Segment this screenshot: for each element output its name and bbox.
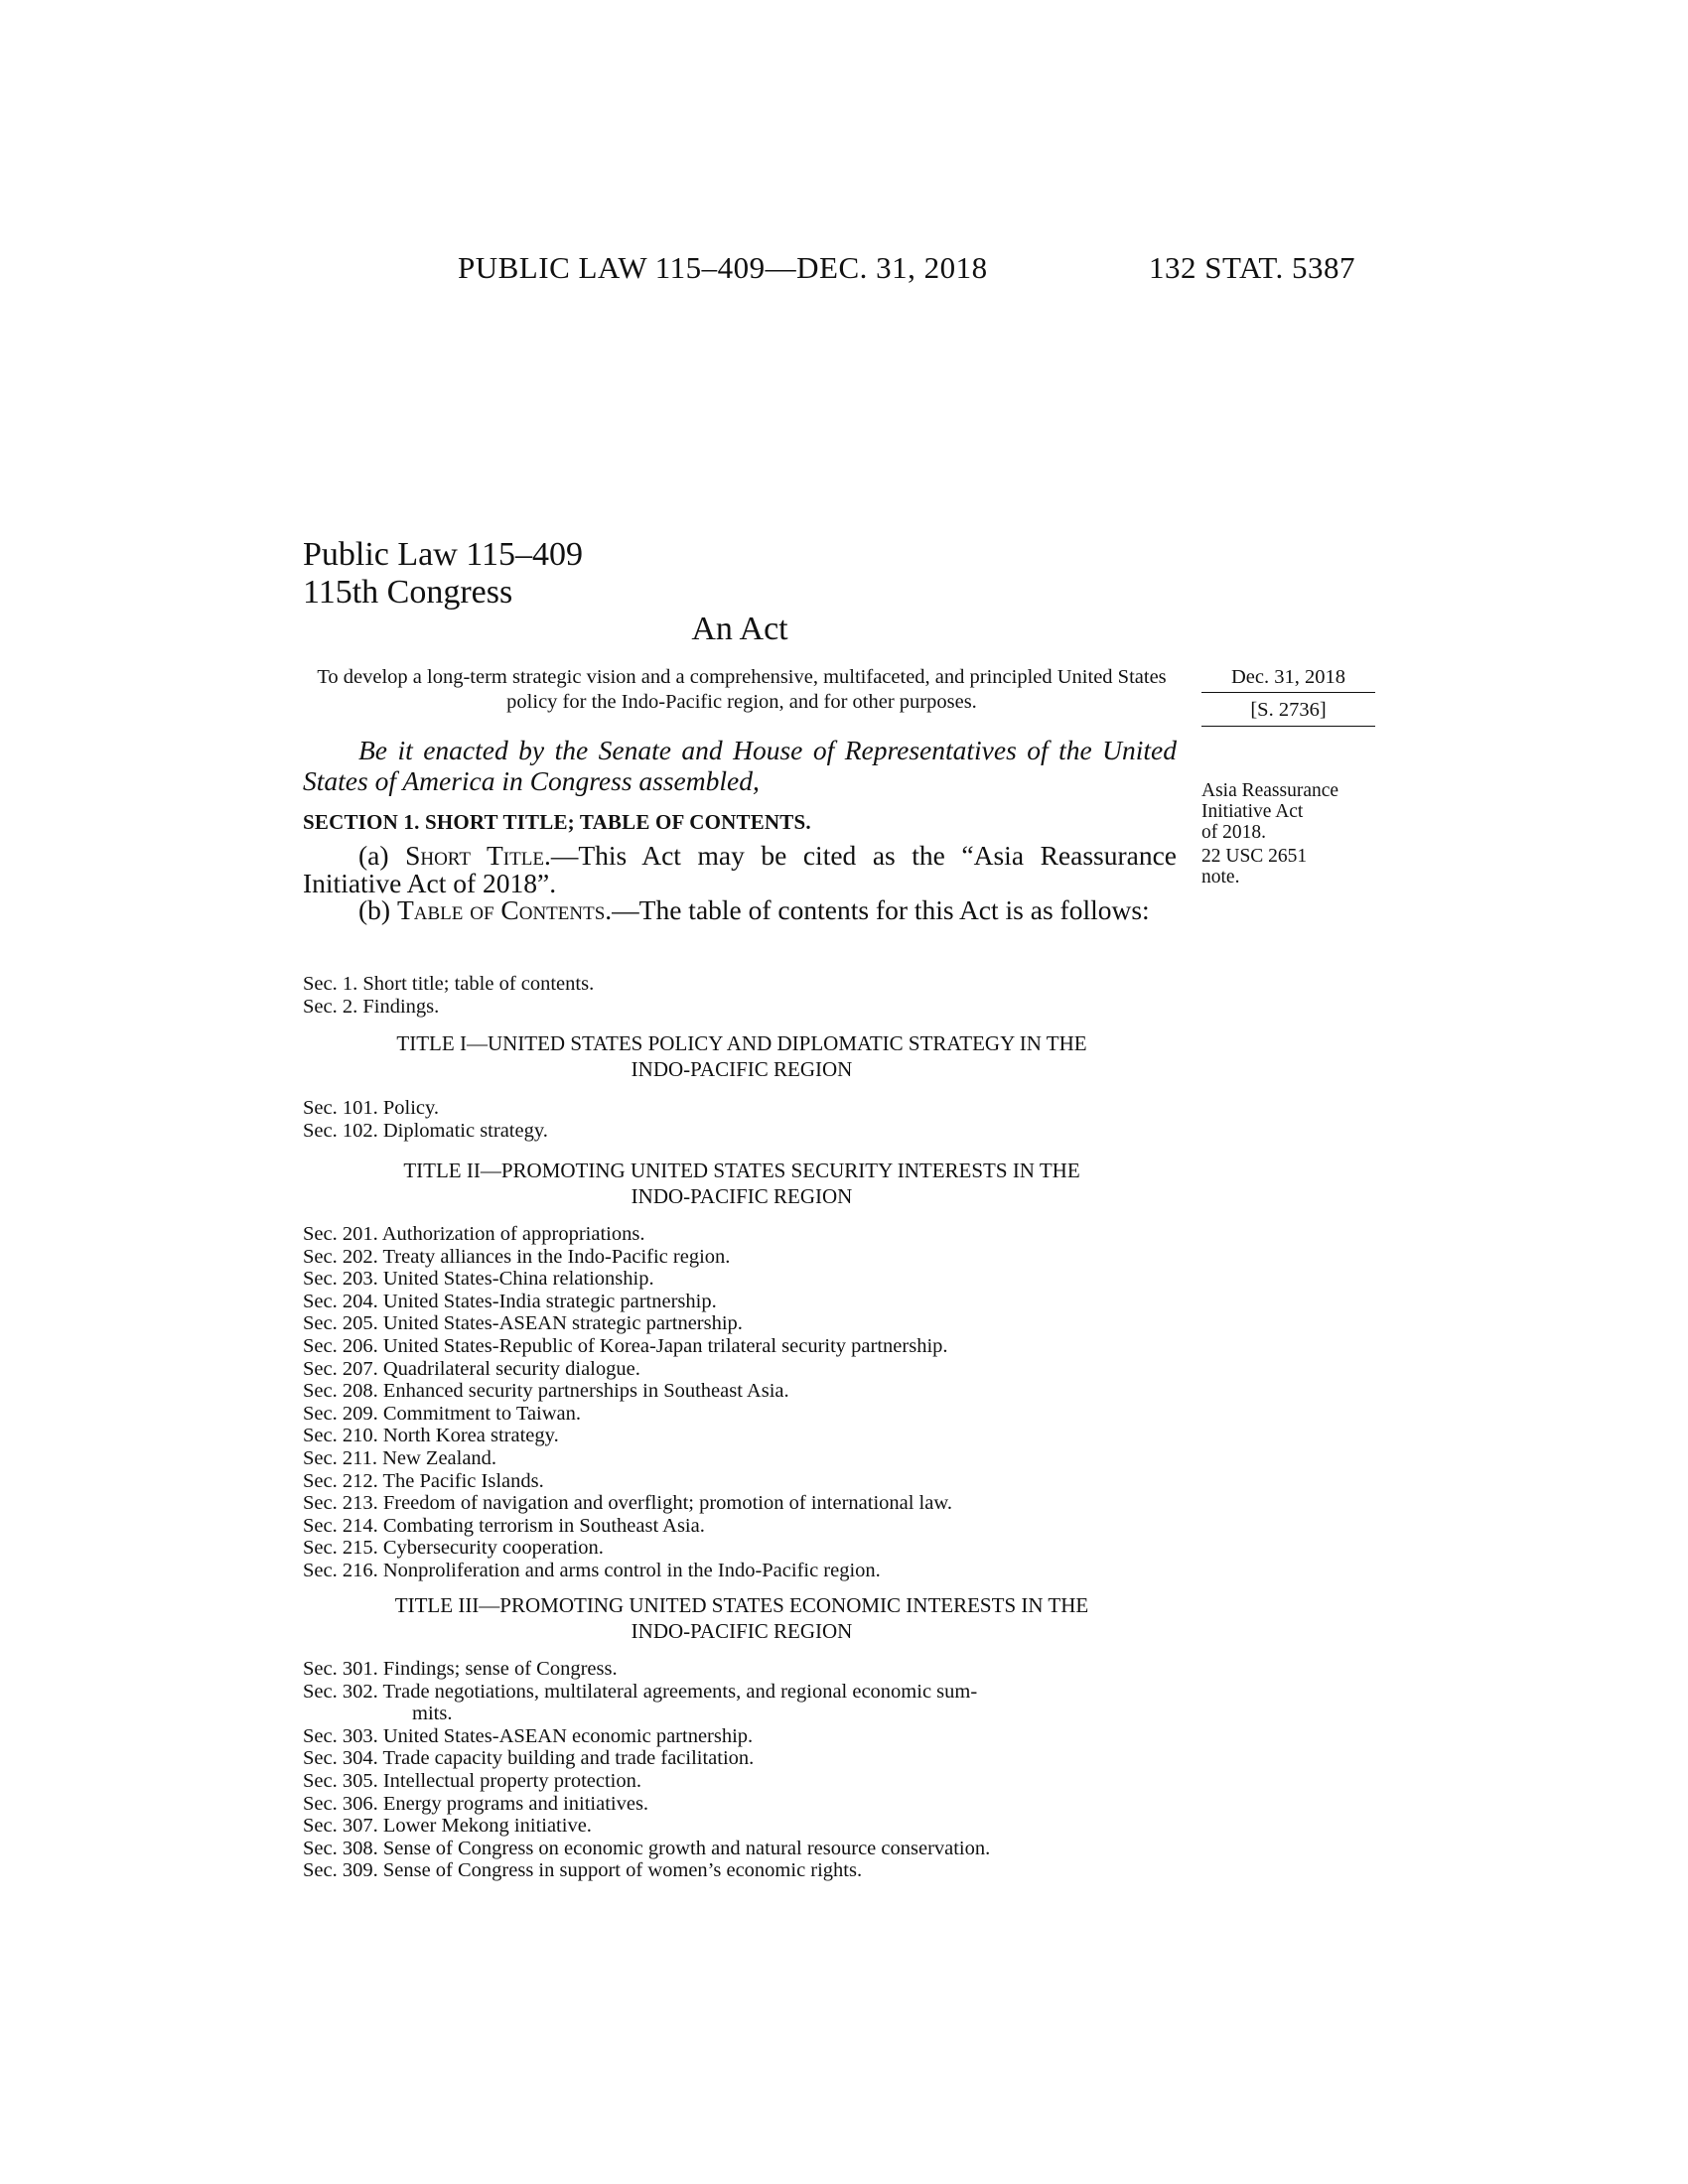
toc-entry: Sec. 309. Sense of Congress in support of women’s economic rights. [303,1859,863,1882]
toc-entry: Sec. 305. Intellectual property protection. [303,1769,641,1792]
toc-entry: Sec. 212. The Pacific Islands. [303,1469,544,1492]
title-heading-line: INDO-PACIFIC REGION [631,1619,853,1643]
toc-entry: Sec. 1. Short title; table of contents. [303,973,595,995]
public-law-number: Public Law 115–409 [303,536,584,573]
toc-entry-continuation [303,1703,1196,1725]
paragraph-heading: Table of Contents [396,894,606,925]
toc-entry: Sec. 102. Diplomatic strategy. [303,1119,548,1142]
act-purpose: To develop a long-term strategic vision and a comprehensive, multifaceted, and principled United States policy for the Indo-Pacific region, and for other purposes. [317,666,1167,713]
toc-title-ii [303,1223,1196,1582]
paragraph-table-of-contents [303,896,1177,924]
toc-title-ii-heading [316,1158,1168,1209]
margin-note-short-title [1201,780,1338,843]
law-identification [303,536,583,612]
toc-continuation-text: mits. [412,1703,453,1725]
toc-entry: Sec. 304. Trade capacity building and trade facilitation. [303,1747,755,1770]
enactment-date-block [1201,666,1375,727]
toc-entry: Sec. 204. United States-India strategic partnership. [303,1290,717,1312]
title-heading-line: INDO-PACIFIC REGION [631,1057,853,1081]
congress-number: 115th Congress [303,574,513,611]
toc-entry: Sec. 209. Commitment to Taiwan. [303,1402,582,1425]
toc-entry: Sec. 207. Quadrilateral security dialogue. [303,1357,640,1380]
paragraph-label: (a) [358,840,406,871]
toc-entry: Sec. 215. Cybersecurity cooperation. [303,1537,604,1560]
margin-note-line: Initiative Act [1201,801,1304,822]
toc-entry: Sec. 101. Policy. [303,1097,440,1119]
toc-entry: Sec. 203. United States-China relationship. [303,1268,654,1291]
margin-note-line: of 2018. [1201,822,1266,843]
toc-title-i [303,1097,1196,1142]
margin-note-line: Asia Reassurance [1201,780,1339,801]
enacting-clause: Be it enacted by the Senate and House of Representatives of the United States of America in Congress assembled, [303,735,1177,796]
toc-entry: Sec. 206. United States-Republic of Korea-Japan trilateral security partnership. [303,1334,948,1357]
paragraph-text: .—The table of contents for this Act is as follows: [605,894,1150,925]
enactment-date: Dec. 31, 2018 [1201,666,1375,693]
toc-entry: Sec. 307. Lower Mekong initiative. [303,1815,592,1838]
section-heading: SECTION 1. SHORT TITLE; TABLE OF CONTENTS. [303,810,811,834]
act-heading: An Act [691,611,788,647]
paragraph-heading: Short Title [405,840,544,871]
toc-general [303,973,1196,1018]
toc-entry: Sec. 308. Sense of Congress on economic growth and natural resource conservation. [303,1837,991,1859]
toc-entry: Sec. 214. Combating terrorism in Southeast Asia. [303,1514,705,1537]
toc-entry: Sec. 2. Findings. [303,995,440,1018]
title-heading-line: TITLE III—PROMOTING UNITED STATES ECONOMIC INTERESTS IN THE [394,1593,1089,1617]
statute-page-number: 132 STAT. 5387 [1149,250,1356,285]
bill-number: [S. 2736] [1201,693,1375,727]
title-heading-line: INDO-PACIFIC REGION [631,1184,853,1208]
toc-entry: Sec. 213. Freedom of navigation and overflight; promotion of international law. [303,1492,952,1515]
toc-entry: Sec. 202. Treaty alliances in the Indo-Pacific region. [303,1245,731,1268]
toc-entry: Sec. 302. Trade negotiations, multilateral agreements, and regional economic sum- [303,1680,978,1703]
toc-entry: Sec. 210. North Korea strategy. [303,1425,559,1447]
paragraph-label: (b) [358,894,397,925]
toc-entry: Sec. 306. Energy programs and initiatives. [303,1792,649,1815]
paragraph-short-title [303,842,1177,897]
toc-entry: Sec. 216. Nonproliferation and arms control in the Indo-Pacific region. [303,1559,881,1581]
title-heading-line: TITLE I—UNITED STATES POLICY AND DIPLOMATIC STRATEGY IN THE [396,1031,1087,1055]
toc-entry: Sec. 201. Authorization of appropriations. [303,1223,645,1245]
toc-entry: Sec. 301. Findings; sense of Congress. [303,1658,618,1680]
toc-entry: Sec. 205. United States-ASEAN strategic partnership. [303,1312,743,1335]
paragraph-text: .—This Act may be cited as the “Asia Reassurance Initiative Act of 2018”. [303,840,1177,898]
toc-entry: Sec. 303. United States-ASEAN economic partnership. [303,1724,754,1747]
toc-entry: Sec. 211. New Zealand. [303,1446,497,1469]
margin-note-line: note. [1201,867,1240,887]
title-heading-line: TITLE II—PROMOTING UNITED STATES SECURITY INTERESTS IN THE [403,1159,1080,1182]
toc-entry: Sec. 208. Enhanced security partnerships in Southeast Asia. [303,1380,789,1403]
margin-note-line: 22 USC 2651 [1201,846,1308,867]
running-head-title: PUBLIC LAW 115–409—DEC. 31, 2018 [458,250,988,285]
margin-note-usc [1201,846,1307,887]
toc-title-i-heading [316,1030,1168,1082]
toc-title-iii [303,1658,1196,1882]
toc-title-iii-heading [316,1592,1168,1644]
